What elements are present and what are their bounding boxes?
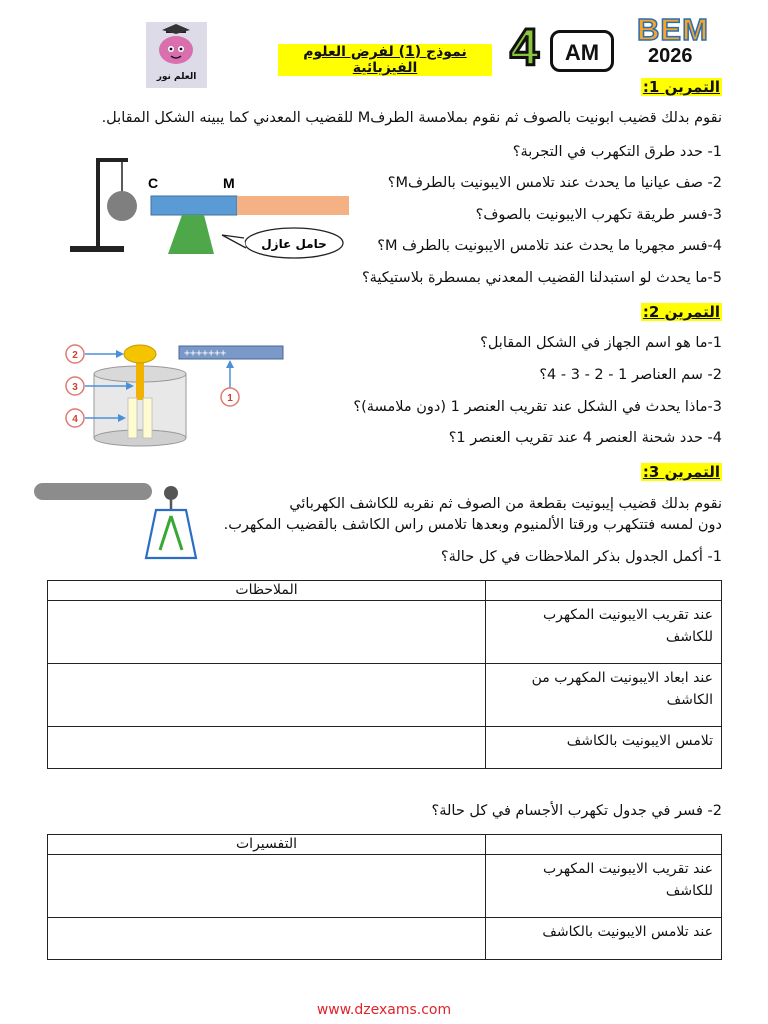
svg-text:1: 1 bbox=[227, 393, 233, 404]
metal-rod bbox=[151, 196, 237, 215]
exercise-2-figure bbox=[60, 338, 290, 450]
label-m: M bbox=[223, 175, 235, 191]
table-cell-case: تلامس الايبونيت بالكاشف bbox=[486, 727, 722, 769]
grade-badge bbox=[550, 30, 614, 72]
rod-charges: +++++++ bbox=[184, 348, 227, 359]
exam-brand: BEM bbox=[637, 12, 709, 47]
table-cell-case: عند تلامس الايبونيت بالكاشف bbox=[486, 918, 722, 960]
detector-knob bbox=[164, 486, 178, 500]
leaf-right bbox=[143, 398, 152, 438]
label-c: C bbox=[148, 175, 159, 191]
exam-year: 2026 bbox=[648, 45, 693, 67]
exercise-1-question-1: 1- حدد طرق التكهرب في التجربة؟ bbox=[512, 144, 722, 160]
table-header-empty bbox=[486, 835, 722, 855]
exercise-3-intro-line-2: دون لمسه فتتكهرب ورقتا الألمنيوم وبعدها تلامس راس الكاشف بالقضيب المكهرب. bbox=[223, 517, 722, 533]
table-row bbox=[48, 664, 722, 727]
exercise-3-figure bbox=[32, 480, 202, 565]
exercise-3-intro-line-1: نقوم بدلك قضيب إيبونيت بقطعة من الصوف ثم نقربه للكاشف الكهربائي bbox=[289, 496, 722, 512]
table-row bbox=[48, 855, 722, 918]
exercise-2-question-1: 1-ما هو اسم الجهاز في الشكل المقابل؟ bbox=[480, 335, 722, 351]
table-cell-answer[interactable] bbox=[48, 601, 486, 664]
ebonite-rod bbox=[237, 196, 349, 215]
page-title: نموذج (1) لفرض العلوم الفيزيائية bbox=[278, 44, 492, 76]
leaf-left bbox=[128, 398, 137, 438]
svg-text:4: 4 bbox=[72, 414, 78, 425]
insulating-support bbox=[168, 215, 214, 254]
electroscope-knob bbox=[124, 345, 156, 363]
brain-mascot-icon bbox=[146, 22, 207, 72]
table-row bbox=[48, 918, 722, 960]
table-cell-case: عند تقريب الايبونيت المكهرب للكاشف bbox=[486, 855, 722, 918]
exercise-1-question-2: 2- صف عيانيا ما يحدث عند تلامس الايبونيت بالطرفM؟ bbox=[387, 175, 722, 191]
exercise-2-title: التمرين 2: bbox=[642, 303, 720, 321]
ebonite-rod-3 bbox=[34, 483, 152, 500]
table-header-empty bbox=[486, 581, 722, 601]
table-cell-case: عند تقريب الايبونيت المكهرب للكاشف bbox=[486, 601, 722, 664]
exercise-3-title: التمرين 3: bbox=[642, 463, 720, 481]
observations-table bbox=[47, 580, 722, 769]
exercise-1-question-4: 4-فسر مجهريا ما يحدث عند تلامس الايبونيت بالطرف M؟ bbox=[377, 238, 722, 254]
exercise-1-title: التمرين 1: bbox=[642, 78, 720, 96]
exercise-1-question-3: 3-فسر طريقة تكهرب الايبونيت بالصوف؟ bbox=[475, 207, 722, 223]
exercise-3-question-1: 1- أكمل الجدول بذكر الملاحظات في كل حالة؟ bbox=[440, 549, 722, 565]
table-cell-answer[interactable] bbox=[48, 855, 486, 918]
svg-text:2: 2 bbox=[72, 350, 78, 361]
exercise-1-question-5: 5-ما يحدث لو استبدلنا القضيب المعدني بمسطرة بلاستيكية؟ bbox=[361, 270, 722, 286]
grade-label: AM bbox=[564, 40, 600, 65]
exercise-2-question-4: 4- حدد شحنة العنصر 4 عند تقريب العنصر 1؟ bbox=[448, 430, 722, 446]
grade-number: 4 bbox=[510, 19, 539, 77]
electroscope-rod bbox=[136, 358, 144, 400]
table-row bbox=[48, 601, 722, 664]
insulator-label: حامل عازل bbox=[261, 237, 327, 251]
exercise-2-question-3: 3-ماذا يحدث في الشكل عند تقريب العنصر 1 (دون ملامسة)؟ bbox=[353, 399, 722, 415]
table-cell-answer[interactable] bbox=[48, 918, 486, 960]
table-cell-answer[interactable] bbox=[48, 664, 486, 727]
table-cell-case: عند ابعاد الايبونيت المكهرب من الكاشف bbox=[486, 664, 722, 727]
explanations-table bbox=[47, 834, 722, 960]
logo bbox=[146, 22, 207, 88]
table-header-observations: الملاحظات bbox=[48, 581, 486, 601]
table-row bbox=[48, 727, 722, 769]
exercise-2-question-2: 2- سم العناصر 1 - 2 - 3 - 4؟ bbox=[539, 367, 722, 383]
footer-url[interactable]: www.dzexams.com bbox=[316, 1002, 452, 1018]
exercise-1-intro: نقوم بدلك قضيب ابونيت بالصوف ثم نقوم بملامسة الطرفM للقضيب المعدني كما يبينه الشكل المقابل. bbox=[101, 110, 722, 126]
table-header-explanations: التفسيرات bbox=[48, 835, 486, 855]
exercise-3-question-2: 2- فسر في جدول تكهرب الأجسام في كل حالة؟ bbox=[431, 803, 722, 819]
svg-text:3: 3 bbox=[72, 382, 78, 393]
logo-text: العلم نور bbox=[156, 72, 197, 82]
exercise-1-figure bbox=[68, 152, 358, 262]
pendulum-ball bbox=[107, 191, 137, 221]
table-cell-answer[interactable] bbox=[48, 727, 486, 769]
